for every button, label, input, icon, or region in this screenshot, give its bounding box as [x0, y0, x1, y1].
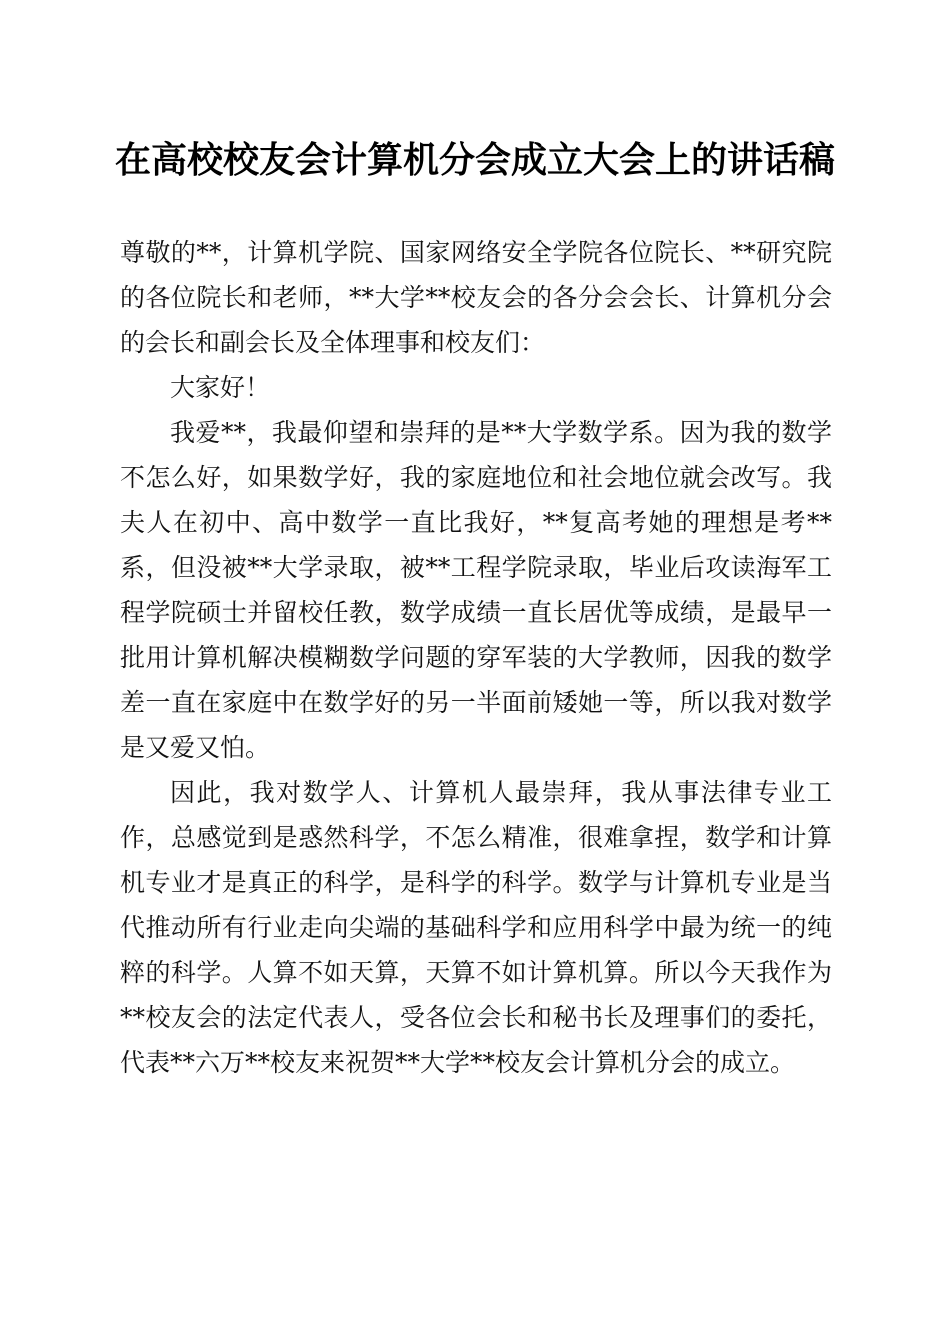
document-body — [120, 230, 832, 1085]
document-title: 在高校校友会计算机分会成立大会上的讲话稿 — [114, 139, 835, 181]
greeting-paragraph: 大家好！ — [170, 373, 271, 402]
body-paragraph-1: 我爱**，我最仰望和崇拜的是**大学数学系。因为我的数学不怎么好，如果数学好，我的家庭地位和社会地位就会改写。我夫人在初中、高中数学一直比我好，**复高考她的理想是考**系，但没被**大学录取，被**工程学院录取，毕业后攻读海军工程学院硕士并留校任教，数学成绩一直长居优等成绩，是最早一批用计算机解决模糊数学问题的穿军装的大学教师，因我的数学差一直在家庭中在数学好的另一半面前矮她一等，所以我对数学是又爱又怕。 — [120, 418, 832, 762]
salutation-paragraph: 尊敬的**，计算机学院、国家网络安全学院各位院长、**研究院的各位院长和老师，**大学**校友会的各分会会长、计算机分会的会长和副会长及全体理事和校友们： — [120, 238, 832, 357]
body-paragraph-2: 因此，我对数学人、计算机人最崇拜，我从事法律专业工作，总感觉到是惑然科学，不怎么精准，很难拿捏，数学和计算机专业才是真正的科学，是科学的科学。数学与计算机专业是当代推动所有行业走向尖端的基础科学和应用科学中最为统一的纯粹的科学。人算不如天算，天算不如计算机算。所以今天我作为**校友会的法定代表人，受各位会长和秘书长及理事们的委托，代表**六万**校友来祝贺**大学**校友会计算机分会的成立。 — [120, 778, 832, 1077]
